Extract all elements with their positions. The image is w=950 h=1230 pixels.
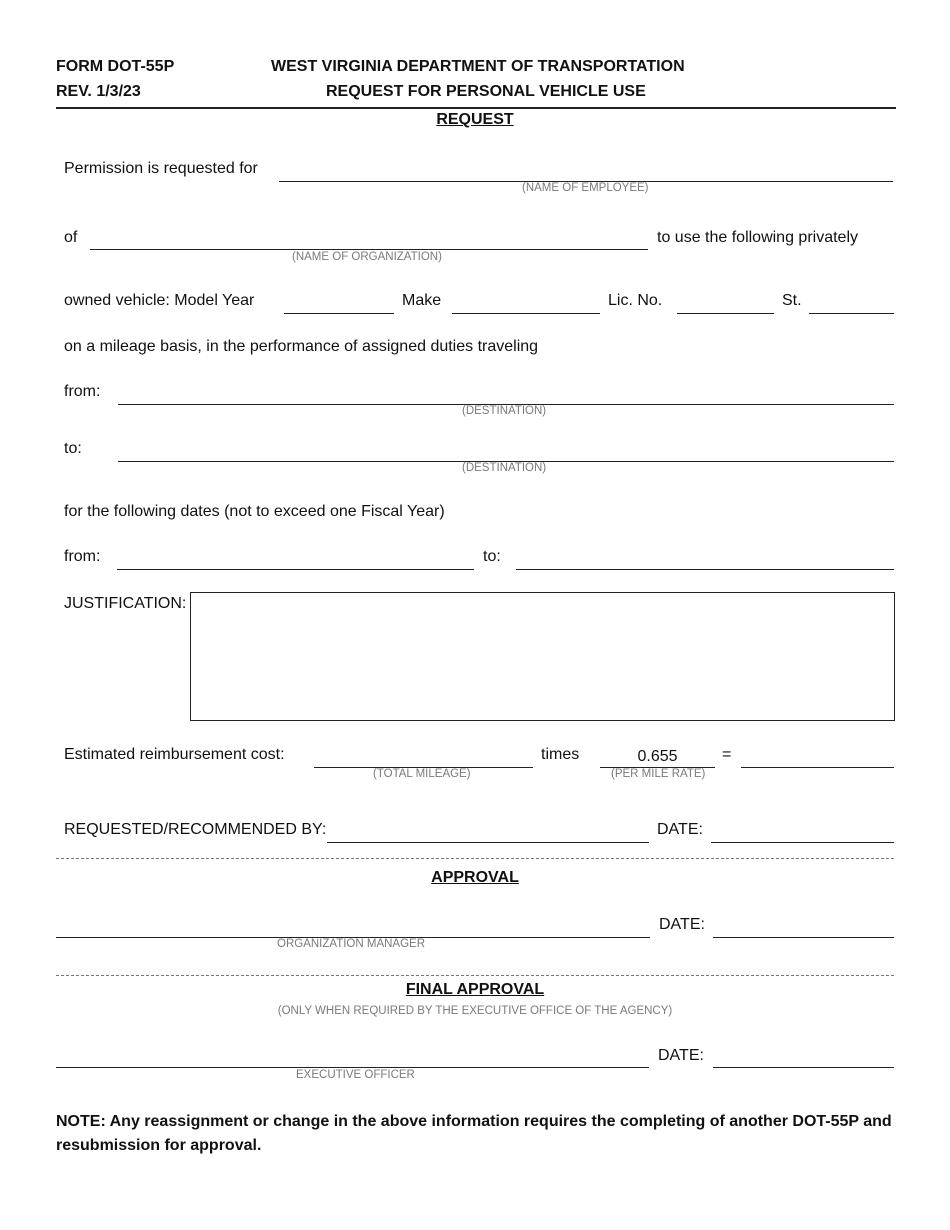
of-label: of [64, 229, 78, 246]
make-input[interactable] [452, 293, 600, 314]
final-approval-date-label: DATE: [658, 1047, 704, 1064]
final-approval-section-title: FINAL APPROVAL [405, 981, 545, 998]
organization-manager-caption: ORGANIZATION MANAGER [277, 938, 426, 950]
travel-from-input[interactable] [118, 384, 894, 405]
form-note: NOTE: Any reassignment or change in the above information requires the completing of another DOT-55P and resubmission for approval. [56, 1113, 892, 1154]
form-title: REQUEST FOR PERSONAL VEHICLE USE [326, 83, 646, 100]
state-input[interactable] [809, 293, 894, 314]
date-to-input[interactable] [516, 549, 894, 570]
employee-name-input[interactable] [279, 161, 893, 182]
form-number: FORM DOT-55P [56, 58, 175, 75]
dates-text: for the following dates (not to exceed one Fiscal Year) [64, 503, 445, 520]
department-name: WEST VIRGINIA DEPARTMENT OF TRANSPORTATION [271, 58, 685, 75]
per-mile-rate-caption: (PER MILE RATE) [611, 768, 706, 780]
final-approval-subtitle: (ONLY WHEN REQUIRED BY THE EXECUTIVE OFFICE OF THE AGENCY) [277, 1005, 673, 1017]
employee-caption: (NAME OF EMPLOYEE) [522, 182, 649, 194]
header-rule [56, 107, 896, 109]
request-date-input[interactable] [711, 822, 894, 843]
state-label: St. [782, 292, 802, 309]
final-approval-date-input[interactable] [713, 1047, 894, 1068]
total-mileage-caption: (TOTAL MILEAGE) [373, 768, 471, 780]
section-divider [56, 975, 894, 976]
travel-to-label: to: [64, 440, 82, 457]
approval-section-title: APPROVAL [431, 869, 519, 886]
model-year-label: owned vehicle: Model Year [64, 292, 255, 309]
times-label: times [541, 746, 580, 763]
date-to-label: to: [483, 548, 501, 565]
from-destination-caption: (DESTINATION) [462, 405, 547, 417]
mileage-basis-text: on a mileage basis, in the performance of assigned duties traveling [64, 338, 539, 355]
justification-label: JUSTIFICATION: [64, 595, 187, 612]
justification-textarea[interactable] [190, 592, 895, 721]
requested-by-input[interactable] [327, 822, 649, 843]
license-label: Lic. No. [608, 292, 663, 309]
total-mileage-input[interactable] [314, 747, 533, 768]
model-year-input[interactable] [284, 293, 394, 314]
permission-label: Permission is requested for [64, 160, 258, 177]
equals-sign: = [722, 746, 732, 763]
executive-officer-caption: EXECUTIVE OFFICER [296, 1069, 415, 1081]
travel-to-input[interactable] [118, 441, 894, 462]
section-divider [56, 858, 894, 859]
form-revision: REV. 1/3/23 [56, 83, 141, 100]
license-number-input[interactable] [677, 293, 774, 314]
request-date-label: DATE: [657, 821, 703, 838]
reimbursement-total-input[interactable] [741, 747, 894, 768]
travel-from-label: from: [64, 383, 101, 400]
reimbursement-label: Estimated reimbursement cost: [64, 746, 285, 763]
make-label: Make [402, 292, 442, 309]
organization-caption: (NAME OF ORGANIZATION) [292, 251, 442, 263]
date-from-input[interactable] [117, 549, 474, 570]
approval-date-label: DATE: [659, 916, 705, 933]
executive-officer-input[interactable] [56, 1047, 649, 1068]
organization-manager-input[interactable] [56, 917, 650, 938]
requested-by-label: REQUESTED/RECOMMENDED BY: [64, 821, 327, 838]
approval-date-input[interactable] [713, 917, 894, 938]
request-section-title: REQUEST [436, 111, 514, 128]
date-from-label: from: [64, 548, 101, 565]
to-destination-caption: (DESTINATION) [462, 462, 547, 474]
organization-name-input[interactable] [90, 229, 648, 250]
privately-text: to use the following privately [657, 229, 858, 246]
per-mile-rate-input[interactable] [600, 747, 715, 768]
